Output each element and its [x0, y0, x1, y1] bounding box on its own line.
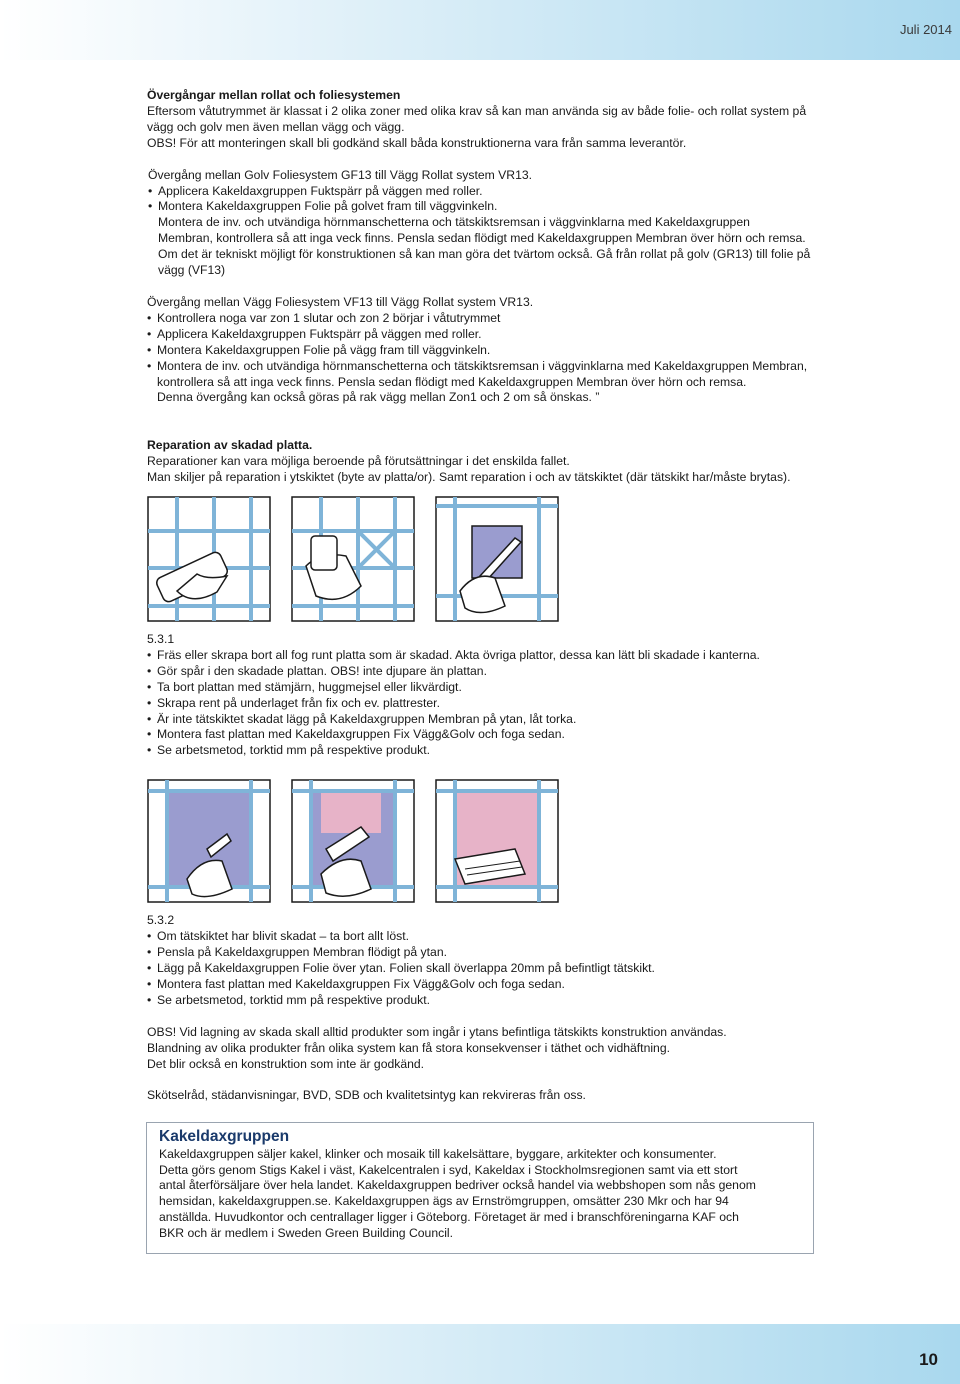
header-date: Juli 2014	[899, 22, 952, 37]
step1-bullet: • Fräs eller skrapa bort all fog runt platta som är skadad. Akta övriga plattor, dessa kan lätt bli skadade i kanterna.	[147, 648, 877, 664]
company-line: anställda. Huvudkontor och centrallager ligger i Göteborg. Företaget är med i branschföreningarna KAF och	[159, 1209, 739, 1224]
step1-bullet: • Ta bort plattan med stämjärn, huggmejsel eller likvärdigt.	[147, 680, 877, 696]
repair-figures-row-1	[147, 496, 877, 622]
page-number: 10	[919, 1350, 938, 1369]
section3-line: Denna övergång kan också göras på rak vägg mellan Zon1 och 2 om så önskas. ”	[157, 390, 600, 405]
company-info-box	[146, 1122, 814, 1254]
section1-title: Övergångar mellan rollat och foliesystemen	[147, 88, 401, 102]
remove-tile-illustration	[435, 496, 559, 622]
company-line: hemsidan, kakeldaxgruppen.se. Kakeldaxgruppen ägs av Ernströmgruppen, omsätter 230 Mkr och har 94	[159, 1194, 729, 1209]
section2-bullet: • Montera Kakeldaxgruppen Folie på golvet fram till väggvinkeln.	[148, 199, 877, 215]
section2-bullet: • Applicera Kakeldaxgruppen Fuktspärr på väggen med roller.	[148, 184, 877, 200]
repair-line: Man skiljer på reparation i ytskiktet (byte av platta/or). Samt reparation i och av tätskiktet (där tätskikt har/måste brytas).	[147, 470, 791, 485]
brush-membrane-illustration	[291, 779, 415, 903]
scrape-surface-illustration	[147, 779, 271, 903]
step1-bullet: • Montera fast plattan med Kakeldaxgruppen Fix Vägg&Golv och foga sedan.	[147, 727, 877, 743]
note-line: OBS! Vid lagning av skada skall alltid produkter som ingår i ytans befintliga tätskikts konstruktion användas.	[147, 1024, 727, 1039]
section3-bullet: • Applicera Kakeldaxgruppen Fuktspärr på väggen med roller.	[147, 327, 877, 343]
step2-bullet: • Lägg på Kakeldaxgruppen Folie över ytan. Folien skall överlappa 20mm på befintligt tätskikt.	[147, 961, 877, 977]
section2-line: vägg (VF13)	[158, 263, 226, 278]
step1-bullet: • Se arbetsmetod, torktid mm på respektive produkt.	[147, 743, 877, 759]
step1-bullet: • Gör spår i den skadade plattan. OBS! inte djupare än plattan.	[147, 664, 877, 680]
step1-bullet: • Skrapa rent på underlaget från fix och ev. plattrester.	[147, 696, 877, 712]
section3-bullet: • Montera de inv. och utvändiga hörnmanschetterna och tätskiktsremsan i väggvinklarna med Kakeldaxgruppen Membran,	[147, 359, 877, 375]
section2-line: Om det är tekniskt möjligt för konstruktionen så kan man göra det tvärtom också. Gå från rollat på golv (GR13) till folie på	[158, 247, 811, 262]
company-line: Detta görs genom Stigs Kakel i väst, Kakelcentralen i syd, Kakeldax i Stockholmsregionen samt via ett stort	[159, 1162, 738, 1177]
chisel-tile-illustration	[291, 496, 415, 622]
company-title: Kakeldaxgruppen	[159, 1128, 290, 1145]
step2-number: 5.3.2	[147, 913, 175, 928]
drill-grout-illustration	[147, 496, 271, 622]
repair-line: Reparationer kan vara möjliga beroende på förutsättningar i det enskilda fallet.	[147, 454, 570, 469]
company-line: BKR och är medlem i Sweden Green Building Council.	[159, 1225, 453, 1240]
section3-line: kontrollera så att inga veck finns. Pensla sedan flödigt med Kakeldaxgruppen Membran över hörn och remsa.	[157, 374, 747, 389]
section1-line: Eftersom våtutrymmet är klassat i 2 olika zoner med olika krav så kan man använda sig av både folie- och rollat system på	[147, 103, 807, 118]
section3-bullet: • Montera Kakeldaxgruppen Folie på vägg fram till väggvinkeln.	[147, 343, 877, 359]
step1-number: 5.3.1	[147, 632, 175, 647]
apply-foil-illustration	[435, 779, 559, 903]
repair-title: Reparation av skadad platta.	[147, 438, 313, 453]
company-line: antal återförsäljare över hela landet. Kakeldaxgruppen bedriver också handel via webbshopen som nås genom	[159, 1178, 756, 1193]
section1-line: vägg och golv men även mellan vägg och vägg.	[147, 119, 405, 134]
section2-line: Montera de inv. och utvändiga hörnmanschetterna och tätskiktsremsan i väggvinklarna med Kakeldaxgruppen	[158, 215, 750, 230]
repair-figures-row-2	[147, 779, 877, 903]
step1-bullet: • Är inte tätskiktet skadat lägg på Kakeldaxgruppen Membran på ytan, låt torka.	[147, 712, 877, 728]
note-line: Blandning av olika produkter från olika system kan få stora konsekvenser i täthet och vidhäftning.	[147, 1040, 670, 1055]
section1-line: OBS! För att monteringen skall bli godkänd skall båda konstruktionerna vara från samma leverantör.	[147, 135, 687, 150]
section3-bullet: • Kontrollera noga var zon 1 slutar och zon 2 börjar i våtutrymmet	[147, 311, 877, 327]
step2-bullet: • Se arbetsmetod, torktid mm på respektive produkt.	[147, 993, 877, 1009]
step2-bullet: • Pensla på Kakeldaxgruppen Membran flödigt på ytan.	[147, 945, 877, 961]
care-line: Skötselråd, städanvisningar, BVD, SDB och kvalitetsintyg kan rekvireras från oss.	[147, 1088, 586, 1103]
section3-heading: Övergång mellan Vägg Foliesystem VF13 till Vägg Rollat system VR13.	[147, 294, 534, 309]
footer-band	[0, 1324, 960, 1384]
main-content	[147, 88, 877, 1104]
company-line: Kakeldaxgruppen säljer kakel, klinker och mosaik till kakelsättare, byggare, arkitekter och konsumenter.	[159, 1146, 717, 1161]
step2-bullet: • Montera fast plattan med Kakeldaxgruppen Fix Vägg&Golv och foga sedan.	[147, 977, 877, 993]
section2-line: Membran, kontrollera så att inga veck finns. Pensla sedan flödigt med Kakeldaxgruppen Membran över hörn och remsa.	[158, 231, 806, 246]
section2-heading: Övergång mellan Golv Foliesystem GF13 till Vägg Rollat system VR13.	[148, 167, 533, 182]
step2-bullet: • Om tätskiktet har blivit skadat – ta bort allt löst.	[147, 929, 877, 945]
header-band	[0, 0, 960, 60]
note-line: Det blir också en konstruktion som inte är godkänd.	[147, 1056, 425, 1071]
